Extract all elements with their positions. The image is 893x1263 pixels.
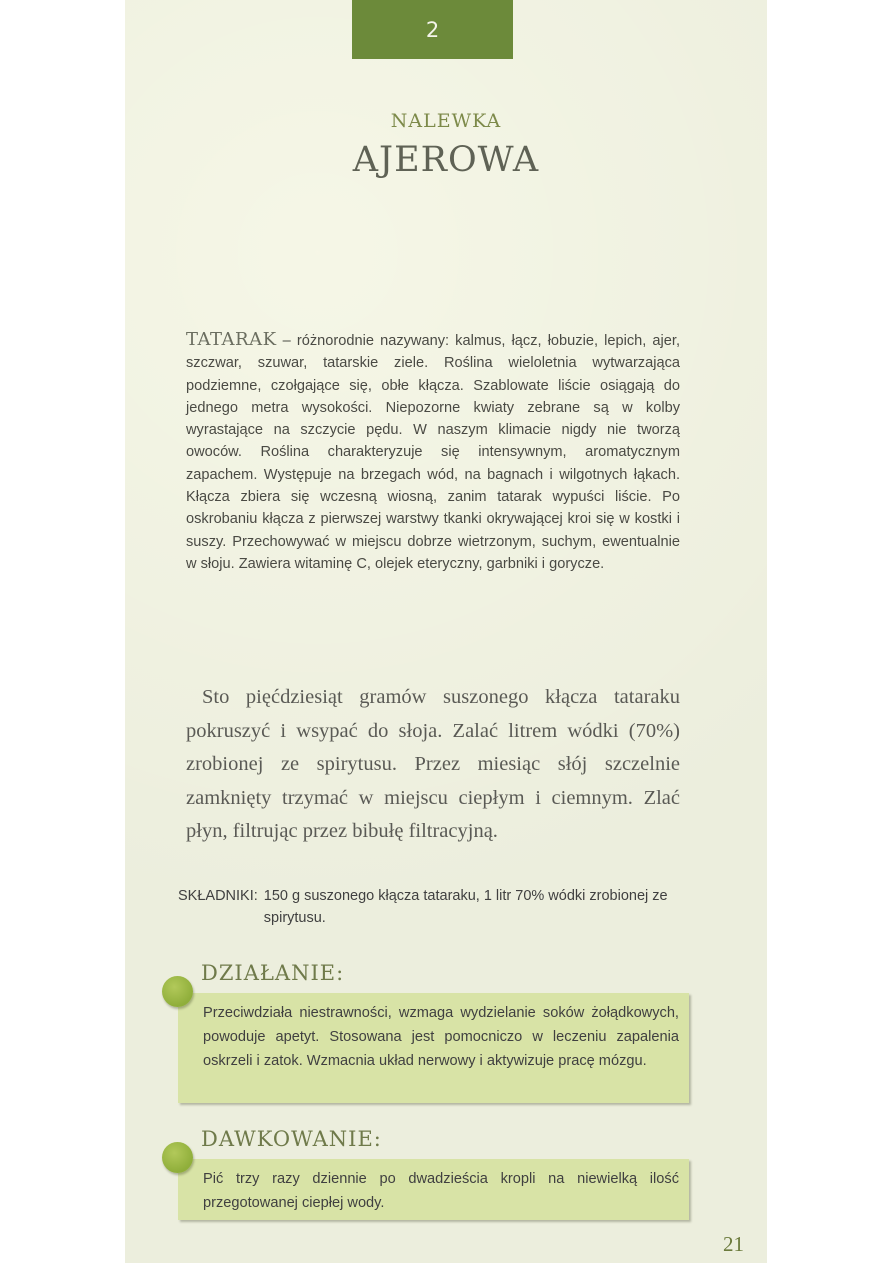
dosage-box <box>178 1159 689 1220</box>
plant-description <box>186 329 680 575</box>
ingredients-text: 150 g suszonego kłącza tataraku, 1 litr 70% wódki zrobionej ze spirytusu. <box>263 888 668 926</box>
ingredients <box>178 885 683 929</box>
ingredients-label: SKŁADNIKI: <box>178 888 258 904</box>
chapter-number-tab: 2 <box>352 0 513 59</box>
dosage-text: Pić trzy razy dziennie po dwadzieścia kropli na niewielką ilość przegotowanej ciepłej wody. <box>203 1171 679 1211</box>
action-box <box>178 993 689 1103</box>
bullet-dot-icon <box>162 976 193 1007</box>
plant-description-text: – różnorodnie nazywany: kalmus, łącz, łobuzie, lepich, ajer, szczwar, szuwar, tatarskie ziele. Roślina wieloletnia wytwarzająca podziemne, czołgające się, obłe kłącza. Szablowate liście osiągają do jednego metra wysokości. Niepozorne kwiaty zebrane są w kolby wyrastające na szczycie pędu. W naszym klimacie nigdy nie tworzą owoców. Roślina charakteryzuje się intensywnym, aromatycznym zapachem. Występuje na brzegach wód, na bagnach i wilgotnych łąkach. Kłącza zbiera się wczesną wiosną, zanim tatarak wypuści liście. Po oskrobaniu kłącza z pierwszej warstwy tkanki okrywającej kroi się w kostki i suszy. Przechowywać w miejscu dobrze wietrzonym, suchym, ewentualnie w słoju. Zawiera witaminę C, olejek eteryczny, garbniki i gorycze. <box>186 333 680 572</box>
action-heading: DZIAŁANIE: <box>201 961 345 985</box>
plant-name: TATARAK <box>186 329 277 350</box>
recipe-title: AJEROWA <box>352 140 540 180</box>
recipe-instructions: Sto pięćdziesiąt gramów suszonego kłącza tataraku pokruszyć i wsypać do słoja. Zalać litrem wódki (70%) zrobionej ze spirytusu. Przez miesiąc słój szczelnie zamknięty trzymać w miejscu ciepłym i ciemnym. Zlać płyn, filtrując przez bibułę filtracyjną. <box>186 686 680 842</box>
recipe-kicker: NALEWKA <box>390 110 502 132</box>
dosage-heading: DAWKOWANIE: <box>201 1127 382 1151</box>
book-page <box>125 0 767 1263</box>
bullet-dot-icon <box>162 1142 193 1173</box>
action-text: Przeciwdziała niestrawności, wzmaga wydzielanie soków żołądkowych, powoduje apetyt. Stosowana jest pomocniczo w leczeniu zapalenia oskrzeli i zatok. Wzmacnia układ nerwowy i aktywizuje pracę mózgu. <box>203 1005 679 1069</box>
page-number: 21 <box>723 1232 744 1256</box>
